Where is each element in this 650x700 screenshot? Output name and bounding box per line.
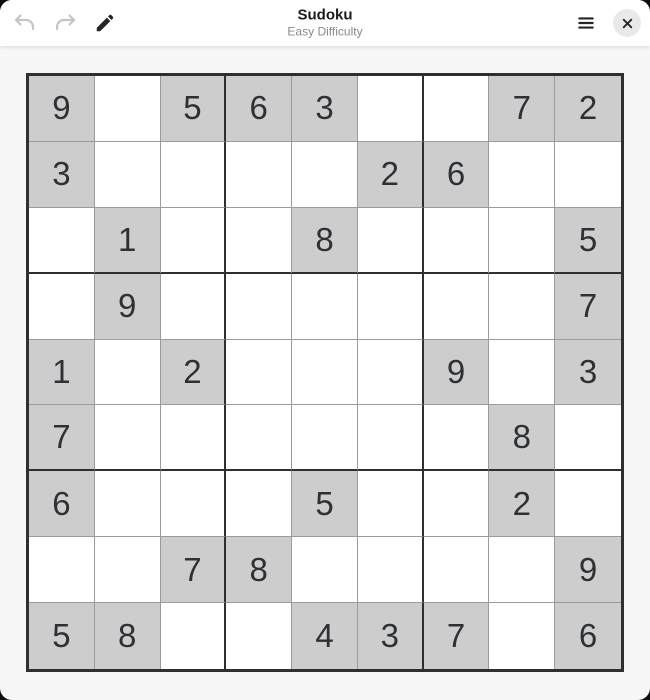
cell-r8c3[interactable]: 7 [161, 537, 227, 603]
undo-icon [13, 11, 37, 35]
cell-r9c8[interactable] [489, 603, 555, 669]
cell-r1c2[interactable] [95, 76, 161, 142]
cell-r7c4[interactable] [226, 471, 292, 537]
cell-r6c1[interactable]: 7 [29, 405, 95, 471]
cell-r5c9[interactable]: 3 [555, 340, 621, 406]
difficulty-label: Easy Difficulty [287, 24, 363, 39]
app-title: Sudoku [297, 6, 353, 24]
cell-r7c2[interactable] [95, 471, 161, 537]
cell-r9c9[interactable]: 6 [555, 603, 621, 669]
cell-r2c4[interactable] [226, 142, 292, 208]
cell-r9c4[interactable] [226, 603, 292, 669]
cell-r6c7[interactable] [424, 405, 490, 471]
cell-r4c1[interactable] [29, 274, 95, 340]
hamburger-menu-icon [576, 13, 596, 33]
cell-r6c2[interactable] [95, 405, 161, 471]
cell-r5c8[interactable] [489, 340, 555, 406]
cell-r9c3[interactable] [161, 603, 227, 669]
cell-r1c8[interactable]: 7 [489, 76, 555, 142]
cell-r9c7[interactable]: 7 [424, 603, 490, 669]
cell-r5c3[interactable]: 2 [161, 340, 227, 406]
cell-r6c8[interactable]: 8 [489, 405, 555, 471]
cell-r1c9[interactable]: 2 [555, 76, 621, 142]
cell-r7c5[interactable]: 5 [292, 471, 358, 537]
redo-icon [53, 11, 77, 35]
cell-r5c4[interactable] [226, 340, 292, 406]
cell-r8c4[interactable]: 8 [226, 537, 292, 603]
cell-r3c9[interactable]: 5 [555, 208, 621, 274]
cell-r3c4[interactable] [226, 208, 292, 274]
redo-button[interactable] [52, 10, 78, 36]
cell-r4c2[interactable]: 9 [95, 274, 161, 340]
toolbar-left [12, 10, 118, 36]
cell-r8c9[interactable]: 9 [555, 537, 621, 603]
pencil-button[interactable] [92, 10, 118, 36]
cell-r7c1[interactable]: 6 [29, 471, 95, 537]
cell-r4c3[interactable] [161, 274, 227, 340]
cell-r9c1[interactable]: 5 [29, 603, 95, 669]
cell-r8c8[interactable] [489, 537, 555, 603]
cell-r2c2[interactable] [95, 142, 161, 208]
cell-r1c3[interactable]: 5 [161, 76, 227, 142]
cell-r7c9[interactable] [555, 471, 621, 537]
cell-r2c1[interactable]: 3 [29, 142, 95, 208]
cell-r9c5[interactable]: 4 [292, 603, 358, 669]
cell-r8c7[interactable] [424, 537, 490, 603]
cell-r3c1[interactable] [29, 208, 95, 274]
cell-r5c2[interactable] [95, 340, 161, 406]
cell-r1c7[interactable] [424, 76, 490, 142]
cell-r1c6[interactable] [358, 76, 424, 142]
cell-r3c2[interactable]: 1 [95, 208, 161, 274]
cell-r5c1[interactable]: 1 [29, 340, 95, 406]
cell-r9c2[interactable]: 8 [95, 603, 161, 669]
cell-r7c3[interactable] [161, 471, 227, 537]
cell-r5c6[interactable] [358, 340, 424, 406]
cell-r4c9[interactable]: 7 [555, 274, 621, 340]
cell-r4c7[interactable] [424, 274, 490, 340]
cell-r1c4[interactable]: 6 [226, 76, 292, 142]
pencil-icon [94, 12, 116, 34]
cell-r4c6[interactable] [358, 274, 424, 340]
cell-r3c6[interactable] [358, 208, 424, 274]
cell-r6c6[interactable] [358, 405, 424, 471]
cell-r2c7[interactable]: 6 [424, 142, 490, 208]
cell-r7c7[interactable] [424, 471, 490, 537]
close-button[interactable] [613, 9, 641, 37]
game-area [0, 46, 650, 700]
cell-r4c8[interactable] [489, 274, 555, 340]
cell-r3c3[interactable] [161, 208, 227, 274]
menu-button[interactable] [573, 10, 599, 36]
close-icon [621, 17, 634, 30]
sudoku-board [26, 73, 624, 672]
cell-r8c1[interactable] [29, 537, 95, 603]
cell-r6c9[interactable] [555, 405, 621, 471]
header-title-block [287, 6, 362, 39]
cell-r6c4[interactable] [226, 405, 292, 471]
cell-r8c5[interactable] [292, 537, 358, 603]
cell-r2c3[interactable] [161, 142, 227, 208]
cell-r3c7[interactable] [424, 208, 490, 274]
cell-r4c5[interactable] [292, 274, 358, 340]
cell-r2c9[interactable] [555, 142, 621, 208]
cell-r4c4[interactable] [226, 274, 292, 340]
cell-r7c8[interactable]: 2 [489, 471, 555, 537]
cell-r5c7[interactable]: 9 [424, 340, 490, 406]
cell-r9c6[interactable]: 3 [358, 603, 424, 669]
cell-r1c5[interactable]: 3 [292, 76, 358, 142]
cell-r5c5[interactable] [292, 340, 358, 406]
cell-r2c8[interactable] [489, 142, 555, 208]
cell-r7c6[interactable] [358, 471, 424, 537]
toolbar-right [573, 9, 641, 37]
cell-r8c2[interactable] [95, 537, 161, 603]
cell-r1c1[interactable]: 9 [29, 76, 95, 142]
cell-r2c5[interactable] [292, 142, 358, 208]
cell-r6c5[interactable] [292, 405, 358, 471]
cell-r3c8[interactable] [489, 208, 555, 274]
cell-r8c6[interactable] [358, 537, 424, 603]
title-bar [0, 0, 650, 46]
cell-r3c5[interactable]: 8 [292, 208, 358, 274]
cell-r6c3[interactable] [161, 405, 227, 471]
cell-r2c6[interactable]: 2 [358, 142, 424, 208]
undo-button[interactable] [12, 10, 38, 36]
